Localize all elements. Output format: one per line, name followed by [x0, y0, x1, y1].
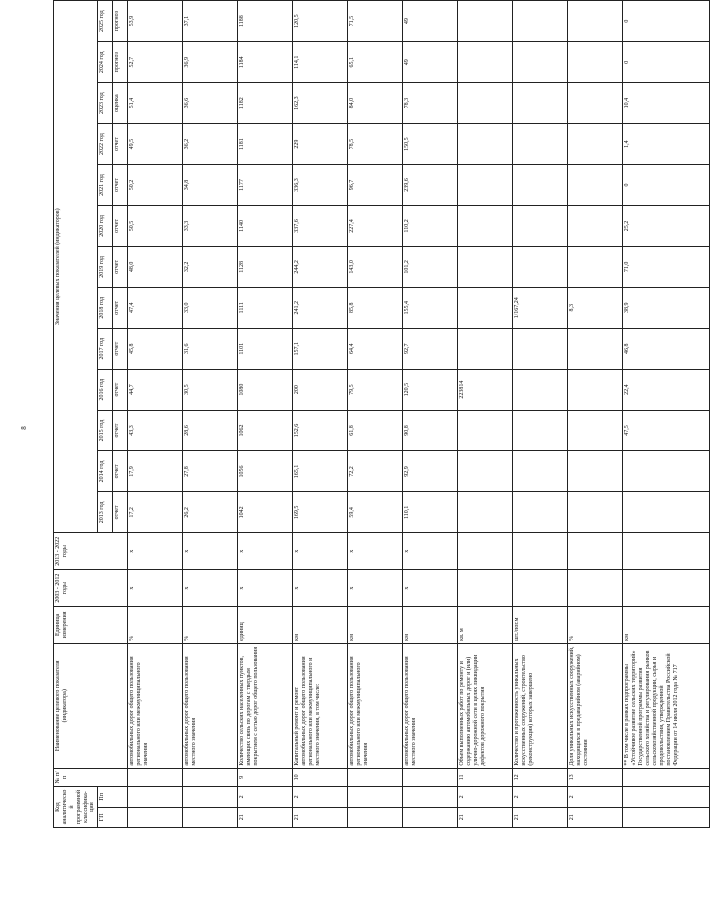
pp-header: Пп [98, 787, 128, 807]
value-cell: 49 [403, 1, 458, 42]
value-cell [568, 42, 623, 83]
period-2003-cell: x [128, 570, 183, 607]
value-cell: 71,5 [348, 1, 403, 42]
code-header: Код аналитической программной классифика-ции [54, 787, 98, 828]
value-cell: 71,0 [623, 246, 710, 287]
value-cell: 65,1 [348, 42, 403, 83]
value-cell: 36,6 [183, 83, 238, 124]
value-cell [458, 1, 513, 42]
indicator-name-cell: Объем выполненных работ по ремонту и содержанию автомобильных дорог и (или) улично-дорожной сети в целях ликвидации дефектов дорожного покрытия [458, 643, 513, 768]
value-cell: 0 [623, 42, 710, 83]
value-cell: 1042 [238, 492, 293, 533]
pp-cell [403, 787, 458, 807]
value-cell [568, 246, 623, 287]
value-cell [568, 451, 623, 492]
value-cell: 45,8 [128, 328, 183, 369]
value-cell: 44,7 [128, 369, 183, 410]
status-header: отчет [113, 205, 128, 246]
value-cell: 51,4 [128, 83, 183, 124]
value-cell: 28,6 [183, 410, 238, 451]
table-row [348, 1, 403, 828]
gp-cell [128, 807, 183, 827]
unit-cell: % [183, 607, 238, 644]
value-cell: 101,2 [403, 246, 458, 287]
pp-cell [623, 787, 710, 807]
value-cell: 1/167,24 [513, 287, 568, 328]
rotated-page [53, 0, 679, 828]
value-cell: 1188 [238, 1, 293, 42]
value-cell: 223814 [458, 369, 513, 410]
indicator-name-cell: автомобильных дорог общего пользования регионального или межмуниципального значения [348, 643, 403, 768]
name-header: Наименование целевого показателя (индикатора) [54, 643, 128, 768]
value-cell: 22,4 [623, 369, 710, 410]
table-row [128, 1, 183, 828]
num-cell: 13 [568, 768, 623, 786]
value-cell: 32,2 [183, 246, 238, 287]
value-cell: 64,4 [348, 328, 403, 369]
unit-cell: км [403, 607, 458, 644]
value-cell: 47,5 [623, 410, 710, 451]
value-cell: 36,2 [183, 124, 238, 165]
period-2003-cell: x [403, 570, 458, 607]
value-cell [568, 328, 623, 369]
value-cell: 26,2 [183, 492, 238, 533]
table-row [238, 1, 293, 828]
period-2003-header: 2003 - 2012 годы [54, 570, 128, 607]
indicator-name-cell: Количество сельских населенных пунктов, имеющих связь по дорогам с твердым покрытием с сетью дорог общего пользования [238, 643, 293, 768]
period-2013-cell: x [128, 533, 183, 570]
value-cell: 336,3 [293, 165, 348, 206]
year-header: 2018 год [98, 287, 113, 328]
value-cell: 1128 [238, 246, 293, 287]
unit-cell: кв. м [458, 607, 513, 644]
value-cell: 48,0 [128, 246, 183, 287]
value-cell: 37,1 [183, 1, 238, 42]
value-cell [513, 124, 568, 165]
value-cell: 110,2 [403, 205, 458, 246]
year-header: 2019 год [98, 246, 113, 287]
value-cell: 162,3 [293, 83, 348, 124]
value-cell [458, 451, 513, 492]
gp-cell [623, 807, 710, 827]
period-2003-cell: x [183, 570, 238, 607]
value-cell: 52,7 [128, 42, 183, 83]
value-cell: 114,1 [293, 42, 348, 83]
year-header: 2020 год [98, 205, 113, 246]
value-cell: 110,1 [403, 492, 458, 533]
gp-cell: 21 [293, 807, 348, 827]
value-cell [513, 83, 568, 124]
value-cell: 61,8 [348, 410, 403, 451]
unit-cell: единиц [238, 607, 293, 644]
value-cell [568, 1, 623, 42]
value-cell: 84,0 [348, 83, 403, 124]
unit-header: Единица измерения [54, 607, 128, 644]
value-cell: 92,9 [403, 451, 458, 492]
value-cell [513, 410, 568, 451]
pp-cell: 2 [458, 787, 513, 807]
value-cell: 157,1 [293, 328, 348, 369]
gp-cell: 21 [568, 807, 623, 827]
table-row [183, 1, 238, 828]
table-row [403, 1, 458, 828]
gp-cell: 21 [458, 807, 513, 827]
period-2003-cell: x [348, 570, 403, 607]
value-cell [458, 124, 513, 165]
values-header: Значения целевых показателей (индикаторов) [54, 1, 98, 533]
pp-cell [128, 787, 183, 807]
value-cell: 47,4 [128, 287, 183, 328]
value-cell: 10,4 [623, 83, 710, 124]
year-header: 2015 год [98, 410, 113, 451]
value-cell [513, 451, 568, 492]
value-cell [458, 492, 513, 533]
value-cell: 120,5 [403, 369, 458, 410]
num-cell [348, 768, 403, 786]
num-cell [128, 768, 183, 786]
value-cell: 152,6 [293, 410, 348, 451]
unit-cell: % [568, 607, 623, 644]
status-header: отчет [113, 165, 128, 206]
value-cell [513, 492, 568, 533]
table-row [458, 1, 513, 828]
value-cell: 120,5 [293, 1, 348, 42]
year-header: 2025 год [98, 1, 113, 42]
value-cell [513, 165, 568, 206]
period-2003-cell: x [238, 570, 293, 607]
year-header: 2021 год [98, 165, 113, 206]
value-cell [568, 205, 623, 246]
pp-cell: 2 [513, 787, 568, 807]
period-2003-cell [623, 570, 710, 607]
value-cell: 165,1 [293, 451, 348, 492]
value-cell: 17,2 [128, 492, 183, 533]
value-cell: 78,3 [403, 83, 458, 124]
value-cell: 50,2 [128, 165, 183, 206]
period-2013-cell: x [403, 533, 458, 570]
value-cell: 72,2 [348, 451, 403, 492]
value-cell [513, 1, 568, 42]
value-cell: 59,4 [348, 492, 403, 533]
pp-cell [183, 787, 238, 807]
period-2013-cell [568, 533, 623, 570]
gp-cell [403, 807, 458, 827]
period-2003-cell [513, 570, 568, 607]
value-cell [568, 83, 623, 124]
period-2013-cell: x [183, 533, 238, 570]
value-cell [458, 287, 513, 328]
gp-header: ГП [98, 807, 128, 827]
unit-cell: км [623, 607, 710, 644]
value-cell: 33,3 [183, 205, 238, 246]
gp-cell [348, 807, 403, 827]
value-cell: 49 [403, 42, 458, 83]
period-2013-cell: x [238, 533, 293, 570]
value-cell: 241,2 [293, 287, 348, 328]
value-cell: 25,2 [623, 205, 710, 246]
value-cell: 92,7 [403, 328, 458, 369]
value-cell: 8,3 [568, 287, 623, 328]
value-cell: 96,7 [348, 165, 403, 206]
value-cell: 79,5 [348, 369, 403, 410]
table-row [623, 1, 710, 828]
year-header: 2016 год [98, 369, 113, 410]
num-cell: 12 [513, 768, 568, 786]
value-cell: 155,4 [403, 287, 458, 328]
value-cell [623, 451, 710, 492]
value-cell: 0 [623, 165, 710, 206]
value-cell: 1184 [238, 42, 293, 83]
value-cell: 1111 [238, 287, 293, 328]
value-cell [568, 165, 623, 206]
num-cell [623, 768, 710, 786]
unit-cell: шт./пог.м [513, 607, 568, 644]
period-2013-cell: x [293, 533, 348, 570]
num-cell: 11 [458, 768, 513, 786]
value-cell: 227,4 [348, 205, 403, 246]
value-cell: 46,8 [623, 328, 710, 369]
period-2013-cell [513, 533, 568, 570]
indicator-name-cell: Количество и протяженность уникальных искусственных сооружений, строительство (реконструкция) которых завершено [513, 643, 568, 768]
value-cell: 1177 [238, 165, 293, 206]
value-cell: 1,4 [623, 124, 710, 165]
value-cell: 150,5 [403, 124, 458, 165]
value-cell: 1181 [238, 124, 293, 165]
value-cell: 49,5 [128, 124, 183, 165]
value-cell [568, 410, 623, 451]
num-header: № п/п [54, 768, 128, 786]
value-cell [458, 42, 513, 83]
status-header: оценка [113, 83, 128, 124]
period-2013-cell [458, 533, 513, 570]
value-cell [458, 205, 513, 246]
value-cell [458, 165, 513, 206]
value-cell: 1056 [238, 451, 293, 492]
status-header: отчет [113, 410, 128, 451]
table-row [293, 1, 348, 828]
value-cell [458, 328, 513, 369]
value-cell: 143,0 [348, 246, 403, 287]
unit-cell: % [128, 607, 183, 644]
value-cell: 43,3 [128, 410, 183, 451]
gp-cell [183, 807, 238, 827]
status-header: отчет [113, 492, 128, 533]
value-cell: 31,6 [183, 328, 238, 369]
value-cell: 53,9 [128, 1, 183, 42]
value-cell [513, 369, 568, 410]
value-cell: 337,6 [293, 205, 348, 246]
value-cell: 78,5 [348, 124, 403, 165]
year-header: 2023 год [98, 83, 113, 124]
period-2003-cell [458, 570, 513, 607]
value-cell: 17,9 [128, 451, 183, 492]
value-cell: 1080 [238, 369, 293, 410]
indicator-name-cell: автомобильных дорог общего пользования регионального или межмуниципального значения [128, 643, 183, 768]
period-2013-header: 2013 - 2022 годы [54, 533, 128, 570]
indicators-table [53, 0, 710, 828]
value-cell: 0 [623, 1, 710, 42]
status-header: отчет [113, 451, 128, 492]
period-2013-cell [623, 533, 710, 570]
status-header: прогноз [113, 42, 128, 83]
value-cell: 85,8 [348, 287, 403, 328]
period-2003-cell: x [293, 570, 348, 607]
value-cell [513, 246, 568, 287]
table-row [513, 1, 568, 828]
value-cell [568, 124, 623, 165]
status-header: отчет [113, 246, 128, 287]
value-cell: 30,5 [183, 369, 238, 410]
status-header: отчет [113, 369, 128, 410]
num-cell: 9 [238, 768, 293, 786]
status-header: прогноз [113, 1, 128, 42]
value-cell: 90,8 [403, 410, 458, 451]
pp-cell: 2 [568, 787, 623, 807]
table-row [568, 1, 623, 828]
value-cell [513, 42, 568, 83]
pp-cell [348, 787, 403, 807]
period-2003-cell [568, 570, 623, 607]
value-cell: 169,5 [293, 492, 348, 533]
unit-cell: км [293, 607, 348, 644]
value-cell: 200 [293, 369, 348, 410]
gp-cell: 21 [238, 807, 293, 827]
value-cell: 27,8 [183, 451, 238, 492]
value-cell: 33,0 [183, 287, 238, 328]
year-header: 2017 год [98, 328, 113, 369]
value-cell [513, 328, 568, 369]
value-cell [568, 369, 623, 410]
num-cell: 10 [293, 768, 348, 786]
value-cell: 38,9 [623, 287, 710, 328]
unit-cell: км [348, 607, 403, 644]
pp-cell: 2 [238, 787, 293, 807]
period-2013-cell: x [348, 533, 403, 570]
value-cell: 34,8 [183, 165, 238, 206]
value-cell: 50,5 [128, 205, 183, 246]
status-header: отчет [113, 287, 128, 328]
num-cell [183, 768, 238, 786]
indicator-name-cell: Доля уникальных искусственных сооружений, находящихся в предаварийном (аварийном) состоянии [568, 643, 623, 768]
value-cell [568, 492, 623, 533]
value-cell: 244,2 [293, 246, 348, 287]
value-cell: 1101 [238, 328, 293, 369]
value-cell [458, 246, 513, 287]
gp-cell: 21 [513, 807, 568, 827]
page-number: 8 [19, 426, 28, 430]
value-cell [623, 492, 710, 533]
year-header: 2022 год [98, 124, 113, 165]
indicator-name-cell: ** В том числе в рамках подпрограммы «Устойчивое развитие сельских территорий» Государственной программы развития сельского хозяйства и регулирования рынков сельскохозяйственной продукции, сырья и продовольствия, утвержденной постановлением Правительства Российской Федерации от 14 июля 2012 года № 717 [623, 643, 710, 768]
indicator-name-cell: автомобильных дорог общего пользования местного значения [183, 643, 238, 768]
pp-cell: 2 [293, 787, 348, 807]
value-cell: 36,9 [183, 42, 238, 83]
value-cell: 1062 [238, 410, 293, 451]
value-cell: 239,6 [403, 165, 458, 206]
value-cell: 1182 [238, 83, 293, 124]
value-cell: 229 [293, 124, 348, 165]
status-header: отчет [113, 328, 128, 369]
value-cell [458, 410, 513, 451]
value-cell [513, 205, 568, 246]
indicator-name-cell: Капитальный ремонт и ремонт автомобильных дорог общего пользования регионального или межмуниципального и местного значения, в том числе: [293, 643, 348, 768]
value-cell [458, 83, 513, 124]
year-header: 2014 год [98, 451, 113, 492]
year-header: 2013 год [98, 492, 113, 533]
indicator-name-cell: автомобильных дорог общего пользования местного значения [403, 643, 458, 768]
status-header: отчет [113, 124, 128, 165]
year-header: 2024 год [98, 42, 113, 83]
num-cell [403, 768, 458, 786]
value-cell: 1140 [238, 205, 293, 246]
